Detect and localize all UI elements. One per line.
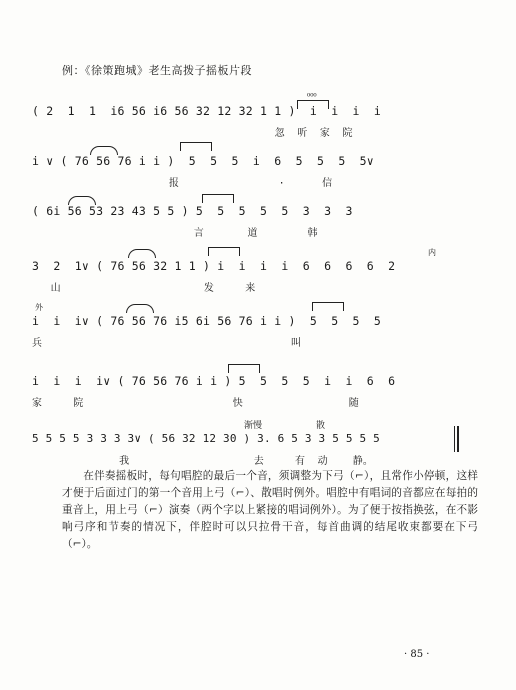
notation-line-5 [0, 300, 516, 360]
notes-line: i ∨ ( 76 56 76 i i ) 5 5 5 i 6 5 5 5 5∨ [32, 154, 374, 168]
lyrics-line: 忽 听 家 院 [32, 128, 353, 139]
bracket-mark [180, 142, 212, 151]
bracket-mark [228, 364, 260, 373]
bracket-mark [312, 302, 344, 311]
notation-line-6 [0, 360, 516, 420]
lyrics-line: 兵 叫 [32, 338, 302, 349]
bracket-mark [202, 194, 234, 203]
notes-line: 5 5 5 5 3 3 3 3∨ ( 56 32 12 30 ) 3. 6 5 3 3 5 5 5 5 [32, 432, 380, 445]
notes-line: i i i∨ ( 76 56 76 i5 6i 56 76 i i ) 5 5 5 5 [32, 314, 382, 328]
lyrics-line: 家 院 快 随 [32, 398, 359, 409]
notes-line: i i i i∨ ( 76 56 76 i i ) 5 5 5 5 i i 6 6 [32, 374, 396, 388]
nei-mark: 内 [428, 248, 436, 257]
body-paragraph [62, 468, 478, 553]
lyrics-line: 我 去 有 动 静。 [32, 456, 374, 467]
caption: 例：《徐策跑城》老生高拨子摇板片段 [62, 64, 252, 77]
final-barline [454, 426, 459, 452]
page-number: · 85 · [404, 649, 430, 660]
wai-mark: 外 [35, 303, 43, 312]
paragraph-text: 在伴奏摇板时，每句唱腔的最后一个音，须调整为下弓（⌐），且常作小停顿，这样才便于后面过门的第一个音用上弓（⌐）、散唱时例外。唱腔中有唱词的音都应在每拍的重音上，用上弓（⌐）演奏（两个字以上紧接的唱词例外）。为了便于按指换弦，在不影响弓序和节奏的情况下，伴腔时可以只拉骨干音，每首曲调的结尾收束都要在下弓（⌐）。 [62, 470, 478, 550]
bracket-mark [208, 247, 240, 256]
slur-mark [128, 249, 156, 258]
bowing-mark: ⁰⁰⁰ [307, 92, 317, 101]
lyrics-line: 山 发 来 [32, 283, 256, 294]
lyrics-line: 言 道 韩 [32, 228, 318, 239]
tempo-ritardando: 渐慢 [244, 421, 263, 431]
notes-line: ( 6i 56 53 23 43 5 5 ) 5 5 5 5 5 3 3 3 [32, 204, 353, 218]
notes-line: 3 2 1∨ ( 76 56 32 1 1 ) i i i i 6 6 6 6 2 [32, 259, 396, 273]
lyrics-line: 报 · 信 [32, 178, 333, 189]
slur-mark [126, 304, 154, 313]
notation-line-3 [0, 190, 516, 250]
notes-line: ( 2 1 1 i6 56 i6 56 32 12 32 1 1 ) i i i i [32, 104, 382, 118]
tempo-free: 散 [316, 421, 326, 431]
notation-line-4 [0, 245, 516, 305]
